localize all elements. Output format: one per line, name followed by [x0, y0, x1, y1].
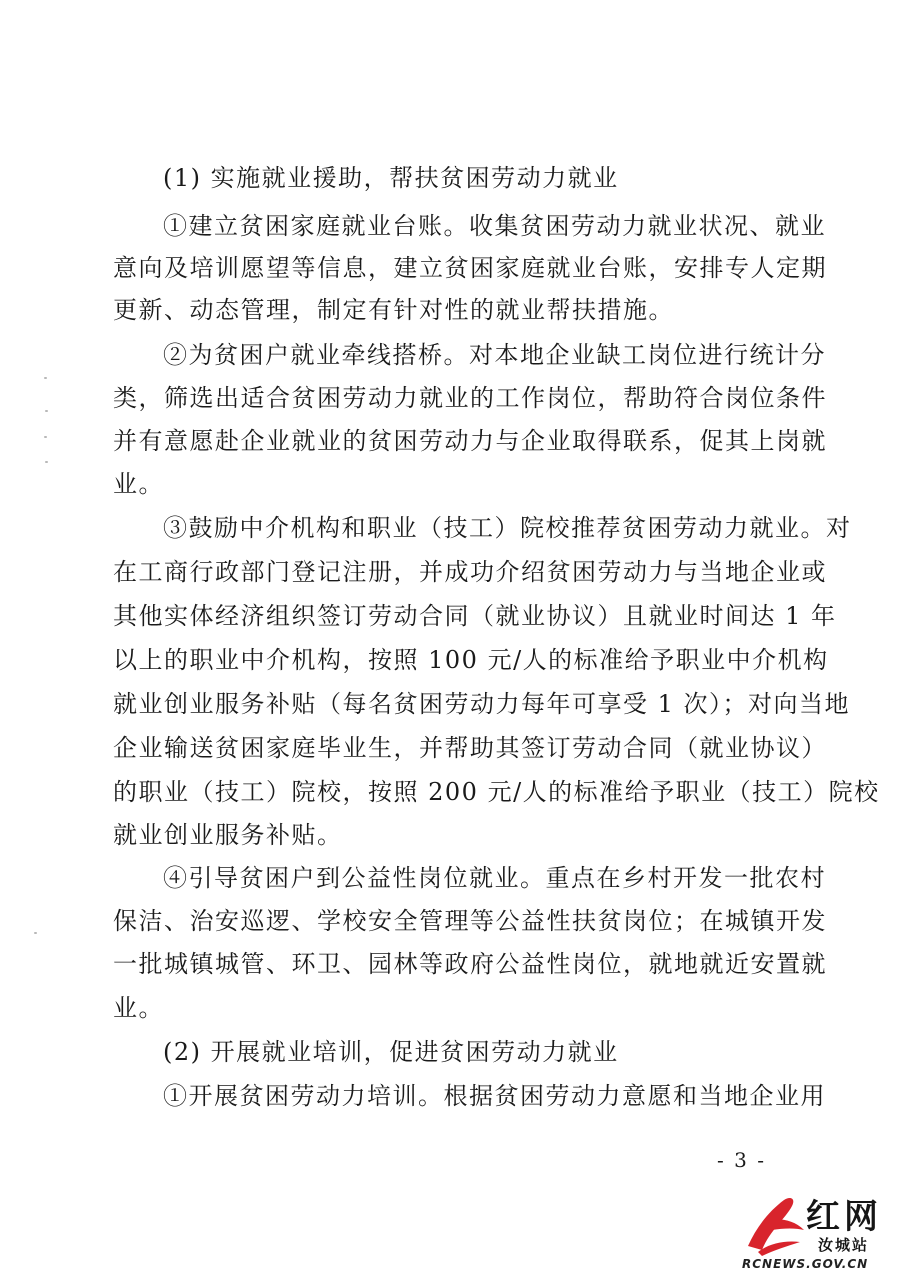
- watermark-url: RCNEWS.GOV.CN: [742, 1257, 869, 1271]
- watermark-logo-text: 红网: [806, 1197, 882, 1237]
- paragraph-line: 其他实体经济组织签订劳动合同（就业协议）且就业时间达 1 年: [113, 602, 837, 630]
- scan-speck: [44, 377, 47, 379]
- paragraph-line: 的职业（技工）院校，按照 200 元/人的标准给予职业（技工）院校: [113, 778, 880, 806]
- paragraph-line: ②为贫困户就业牵线搭桥。对本地企业缺工岗位进行统计分: [163, 341, 826, 369]
- paragraph-line: ①开展贫困劳动力培训。根据贫困劳动力意愿和当地企业用: [163, 1082, 826, 1110]
- paragraph-line: 更新、动态管理，制定有针对性的就业帮扶措施。: [113, 296, 674, 324]
- paragraph-line: 就业创业服务补贴。: [113, 821, 343, 849]
- paragraph-line: 意向及培训愿望等信息，建立贫困家庭就业台账，安排专人定期: [113, 254, 827, 282]
- paragraph-line: 保洁、治安巡逻、学校安全管理等公益性扶贫岗位；在城镇开发: [113, 907, 827, 935]
- watermark-station: 汝城站: [818, 1236, 870, 1254]
- paragraph-line: 在工商行政部门登记注册，并成功介绍贫困劳动力与当地企业或: [113, 558, 827, 586]
- scan-speck: [45, 461, 48, 463]
- paragraph-line: ①建立贫困家庭就业台账。收集贫困劳动力就业状况、就业: [163, 212, 826, 240]
- rednet-watermark: [740, 1190, 900, 1276]
- paragraph-line: 类，筛选出适合贫困劳动力就业的工作岗位，帮助符合岗位条件: [113, 384, 827, 412]
- paragraph-line: 业。: [113, 470, 164, 498]
- section-heading-1: (1) 实施就业援助，帮扶贫困劳动力就业: [163, 164, 619, 192]
- paragraph-line: 业。: [113, 994, 164, 1022]
- brush-logo-icon: [740, 1190, 810, 1256]
- paragraph-line: 就业创业服务补贴（每名贫困劳动力每年可享受 1 次）；对向当地: [113, 690, 851, 718]
- paragraph-line: 一批城镇城管、环卫、园林等政府公益性岗位，就地就近安置就: [113, 950, 827, 978]
- paragraph-line: 企业输送贫困家庭毕业生，并帮助其签订劳动合同（就业协议）: [113, 734, 827, 762]
- scan-speck: [44, 436, 47, 438]
- scan-speck: [45, 410, 48, 412]
- paragraph-line: 以上的职业中介机构，按照 100 元/人的标准给予职业中介机构: [113, 646, 829, 674]
- paragraph-line: 并有意愿赴企业就业的贫困劳动力与企业取得联系，促其上岗就: [113, 427, 827, 455]
- paragraph-line: ④引导贫困户到公益性岗位就业。重点在乡村开发一批农村: [163, 864, 826, 892]
- page-number: - 3 -: [717, 1148, 766, 1172]
- paragraph-line: ③鼓励中介机构和职业（技工）院校推荐贫困劳动力就业。对: [163, 514, 852, 542]
- section-heading-2: (2) 开展就业培训，促进贫困劳动力就业: [163, 1038, 619, 1066]
- scan-speck: [34, 932, 37, 934]
